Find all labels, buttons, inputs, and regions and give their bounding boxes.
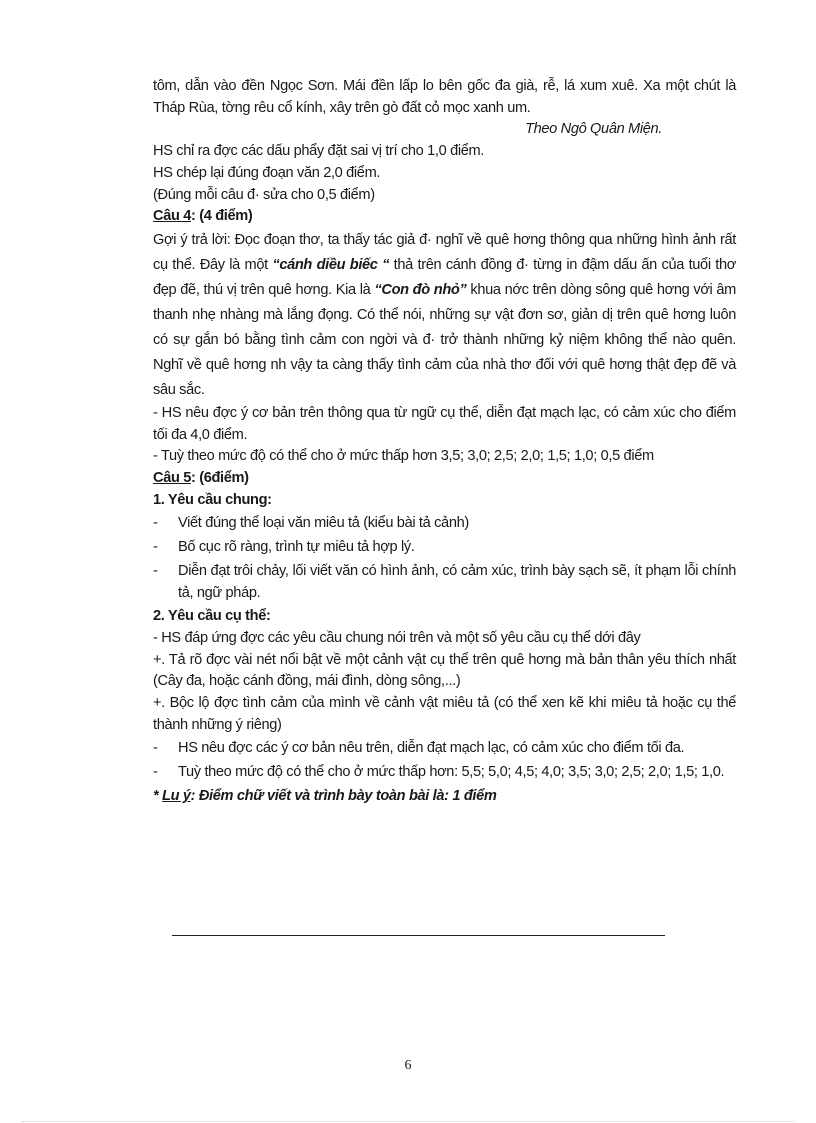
bullet-dash: -: [153, 539, 158, 556]
note-star: *: [153, 787, 163, 804]
bullet-dash: -: [153, 515, 158, 532]
page-content: [153, 76, 736, 808]
list-item: [153, 561, 736, 604]
question-4-heading: [153, 206, 736, 228]
note-text: : Điểm chữ viết và trình bày toàn bài là: 1 điểm: [190, 787, 497, 804]
specific-line-2: +. Tả rõ đợc vài nét nổi bật về một cảnh vật cụ thể trên quê hơng mà bản thân yêu thích nhất (Cây đa, hoặc cánh đồng, mái đình, dòng sông,...): [153, 651, 736, 690]
question-4-score: : (4 điểm): [191, 208, 253, 225]
specific-line-1: - HS đáp ứng đợc các yêu cầu chung nói trên và một số yêu cầu cụ thể dới đây: [153, 629, 641, 646]
list-item-text: Bố cục rõ ràng, trình tự miêu tả hợp lý.: [178, 539, 415, 556]
answer-text: Gợi ý trả lời: Đọc đoạn thơ, ta thấy tác giả đ· nghĩ về quê hơng thông qua những hình ảnh rất cụ thể. Đây là một: [153, 231, 736, 273]
grading-line-2: HS chép lại đúng đoạn văn 2,0 điểm.: [153, 164, 381, 181]
quote-con-do: “Con đò nhỏ”: [374, 281, 467, 298]
list-item: [153, 738, 736, 760]
list-item: [153, 537, 736, 559]
list-item-text: Tuỳ theo mức độ có thể cho ở mức thấp hơn: 5,5; 5,0; 4,5; 4,0; 3,5; 3,0; 2,5; 2,0; 1,5; 1,0.: [178, 764, 725, 781]
page-number: 6: [404, 1058, 412, 1073]
list-item: [153, 513, 736, 535]
quote-canh-dieu: “cánh diều biếc “: [272, 256, 390, 273]
question-4-label: Câu 4: [153, 208, 191, 225]
bullet-dash: -: [153, 764, 158, 781]
answer-text: thả trên cánh đồng đ· từng in đậm dấu ấn của tuổi thơ đẹp đẽ, thú vị trên quê hơng. Kia là: [153, 256, 736, 298]
bullet-dash: -: [153, 562, 158, 579]
question-4-criteria-1: - HS nêu đợc ý cơ bản trên thông qua từ ngữ cụ thể, diễn đạt mạch lạc, có cảm xúc cho điểm tối đa 4,0 điểm.: [153, 404, 736, 443]
list-item-text: HS nêu đợc các ý cơ bản nêu trên, diễn đạt mạch lạc, có cảm xúc cho điểm tối đa.: [178, 740, 685, 757]
question-5-label: Câu 5: [153, 470, 191, 487]
specific-line-3: +. Bộc lộ đợc tình cảm của mình về cảnh vật miêu tả (có thể xen kẽ khi miêu tả hoặc cụ thể thành những ý riêng): [153, 695, 736, 733]
grading-line-1: HS chỉ ra đợc các dấu phẩy đặt sai vị trí cho 1,0 điểm.: [153, 143, 485, 160]
general-requirements-heading: 1. Yêu cầu chung:: [153, 491, 272, 508]
answer-text: khua nớc trên dòng sông quê hơng với âm thanh nhẹ nhàng mà lắng đọng. Có thể nói, những sự vật đơn sơ, giản dị trên quê hơng luôn có sự gắn bó bằng tình cảm con ngời và đ· trở thành những kỷ niệm không thể nào quên. Nghĩ về quê hơng nh vậy ta càng thấy tình cảm của nhà thơ đối với quê hơng thật đẹp đẽ và sâu sắc.: [153, 281, 736, 398]
list-item-text: Viết đúng thể loại văn miêu tả (kiểu bài tả cảnh): [178, 515, 469, 532]
horizontal-rule: [172, 935, 665, 936]
list-item-text: Diễn đạt trôi chảy, lối viết văn có hình ảnh, có cảm xúc, trình bày sạch sẽ, ít phạm lỗi chính tả, ngữ pháp.: [178, 562, 736, 601]
passage-end: tôm, dẫn vào đền Ngọc Sơn. Mái đền lấp lo bên gốc đa già, rễ, lá xum xuê. Xa một chút là Tháp Rùa, tờng rêu cổ kính, xây trên gò đất cỏ mọc xanh um.: [153, 78, 736, 116]
specific-requirements-heading: 2. Yêu cầu cụ thể:: [153, 608, 271, 625]
question-5-score: : (6điểm): [191, 470, 249, 487]
list-item: [153, 762, 736, 784]
question-4-answer: [153, 228, 736, 403]
question-4-criteria-2: - Tuỳ theo mức độ có thể cho ở mức thấp hơn 3,5; 3,0; 2,5; 2,0; 1,5; 1,0; 0,5 điểm: [153, 448, 654, 465]
note-line: [153, 786, 736, 808]
bullet-dash: -: [153, 740, 158, 757]
question-5-heading: [153, 468, 736, 490]
source-attribution: Theo Ngô Quân Miện.: [525, 121, 662, 138]
note-label: Lu ý: [162, 787, 191, 804]
page-bottom-border: [22, 1121, 794, 1122]
grading-line-3: (Đúng mỗi câu đ· sửa cho 0,5 điểm): [153, 186, 375, 203]
